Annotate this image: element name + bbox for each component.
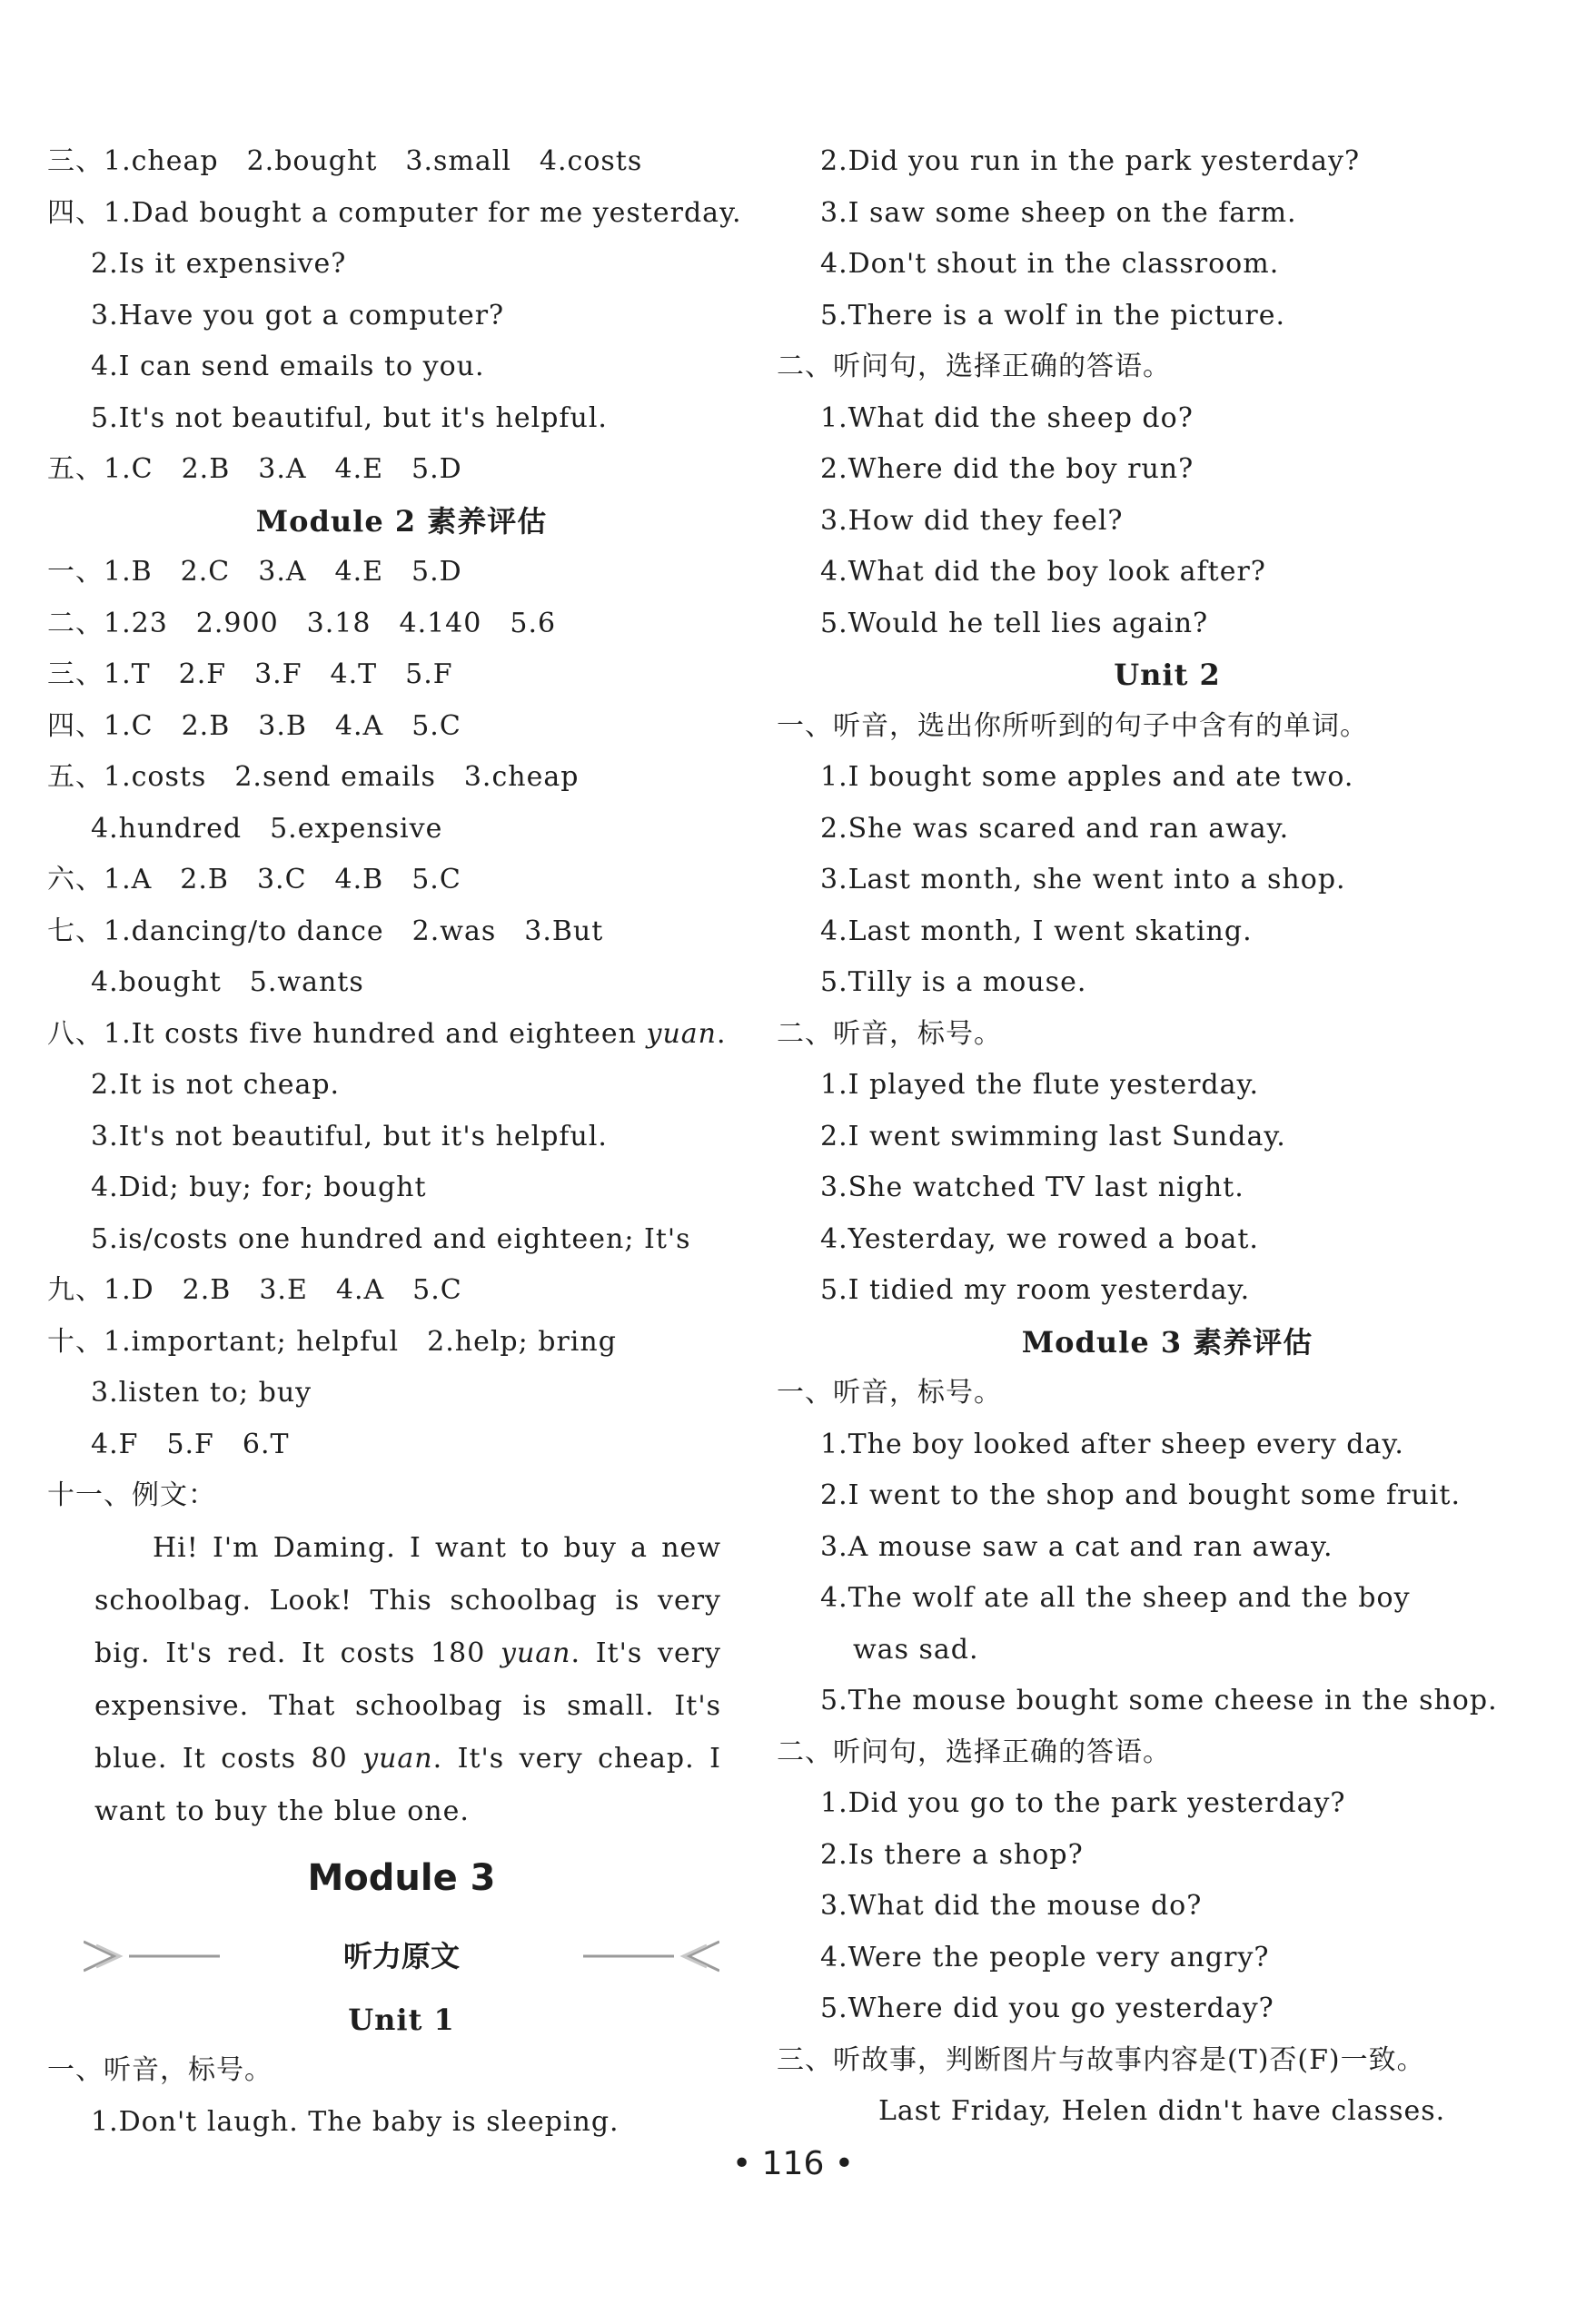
answer-line: was sad.	[853, 1633, 979, 1666]
answer-line: 4.What did the boy look after?	[820, 556, 1266, 588]
right-column	[777, 136, 1558, 2138]
answer-line: 1.What did the sheep do?	[820, 401, 1194, 434]
answer-line: 4.Yesterday, we rowed a boat.	[820, 1222, 1259, 1255]
italic-yuan: yuan	[501, 1637, 571, 1669]
answer-line: 5.Would he tell lies again?	[820, 607, 1209, 639]
answer-line: 2.Where did the boy run?	[820, 453, 1194, 485]
answer-line: 1.Did you go to the park yesterday?	[820, 1787, 1346, 1819]
answer-line: 五、1.costs 2.send emails 3.cheap	[47, 761, 580, 793]
answer-line: 2.Is there a shop?	[820, 1838, 1084, 1871]
left-column	[47, 136, 756, 2148]
banner-title: 听力原文	[342, 1938, 460, 1973]
answer-line: 一、听音，选出你所听到的句子中含有的单词。	[777, 709, 1368, 742]
module3-title: Module 3	[307, 1856, 496, 1899]
italic-yuan: yuan	[362, 1742, 433, 1775]
answer-line: 一、听音，标号。	[777, 1377, 1002, 1409]
italic-yuan: yuan	[646, 1017, 717, 1050]
answer-line: 三、1.T 2.F 3.F 4.T 5.F	[47, 658, 453, 690]
answer-line: 九、1.D 2.B 3.E 4.A 5.C	[47, 1274, 462, 1306]
decorative-arrow-right-icon	[583, 1938, 719, 1974]
answer-line: 4.Last month, I went skating.	[820, 915, 1253, 947]
answer-line: 二、听音，标号。	[777, 1017, 1002, 1050]
answer-line: 七、1.dancing/to dance 2.was 3.But	[47, 915, 604, 947]
answer-line: 5.The mouse bought some cheese in the shop.	[820, 1685, 1498, 1716]
answer-line: 二、1.23 2.900 3.18 4.140 5.6	[47, 607, 557, 639]
answer-text: 八、1.It costs five hundred and eighteen	[47, 1017, 647, 1050]
answer-line: 4.Were the people very angry?	[820, 1941, 1270, 1973]
answer-line: 3.What did the mouse do?	[820, 1890, 1203, 1922]
answer-line: 4.F 5.F 6.T	[91, 1428, 290, 1460]
answer-line: 3.How did they feel?	[820, 504, 1124, 537]
answer-line: 十、1.important; helpful 2.help; bring	[47, 1325, 617, 1358]
answer-line: 5.I tidied my room yesterday.	[820, 1274, 1251, 1306]
answer-line: 3.It's not beautiful, but it's helpful.	[91, 1120, 608, 1152]
answer-line: 5.Tilly is a mouse.	[820, 966, 1087, 998]
answer-line: Last Friday, Helen didn't have classes.	[878, 2095, 1446, 2127]
answer-line: 二、听问句，选择正确的答语。	[777, 351, 1171, 382]
answer-line: 三、听故事，判断图片与故事内容是(T)否(F)一致。	[777, 2043, 1425, 2076]
answer-line: 4.I can send emails to you.	[91, 351, 485, 382]
sample-essay	[47, 1522, 721, 1838]
answer-line: 4.The wolf ate all the sheep and the boy	[820, 1582, 1411, 1614]
answer-line: 4.Don't shout in the classroom.	[820, 248, 1280, 280]
answer-line: 2.It is not cheap.	[91, 1069, 341, 1101]
answer-line: 4.Did; buy; for; bought	[91, 1172, 427, 1203]
answer-line-eight	[47, 1009, 756, 1061]
answer-line: 5.Where did you go yesterday?	[820, 1993, 1274, 2024]
answer-line: 四、1.Dad bought a computer for me yesterday.	[47, 196, 742, 229]
answer-line: 3.Have you got a computer?	[91, 299, 505, 331]
answer-line: 1.I bought some apples and ate two.	[820, 761, 1354, 793]
listening-banner	[47, 1918, 756, 1994]
answer-line: 2.I went to the shop and bought some fruit.	[820, 1479, 1461, 1511]
answer-line: 5.is/costs one hundred and eighteen; It's	[91, 1222, 691, 1255]
answer-line: 2.I went swimming last Sunday.	[820, 1120, 1286, 1152]
section-heading-module2: Module 2 素养评估	[255, 503, 548, 539]
answer-line: 四、1.C 2.B 3.B 4.A 5.C	[47, 709, 461, 742]
essay-text: . It's very expensive. That schoolbag is small. It's blue. It costs 80	[94, 1637, 721, 1775]
answer-line: 2.Did you run in the park yesterday?	[820, 145, 1361, 177]
answer-line: 五、1.C 2.B 3.A 4.E 5.D	[47, 453, 462, 485]
answer-line: 3.I saw some sheep on the farm.	[820, 196, 1297, 229]
essay-text: Hi! I'm Daming. I want to buy a new schoolbag. Look! This schoolbag is very big. It's red. It costs 180	[94, 1531, 721, 1669]
answer-line: 3.She watched TV last night.	[820, 1172, 1244, 1203]
answer-line: 1.The boy looked after sheep every day.	[820, 1428, 1404, 1460]
answer-line: 3.listen to; buy	[91, 1377, 312, 1409]
answer-line: 三、1.cheap 2.bought 3.small 4.costs	[47, 145, 643, 177]
section-heading-unit1: Unit 1	[348, 2002, 455, 2037]
answer-line: 1.Don't laugh. The baby is sleeping.	[91, 2105, 620, 2138]
answer-line: 六、1.A 2.B 3.C 4.B 5.C	[47, 864, 461, 895]
answer-line: 一、听音，标号。	[47, 2054, 273, 2086]
answer-line: 5.It's not beautiful, but it's helpful.	[91, 401, 608, 434]
essay-text: . It's very cheap. I want to buy the blue one.	[94, 1742, 721, 1827]
answer-line: 4.hundred 5.expensive	[91, 812, 443, 845]
answer-line: 3.Last month, she went into a shop.	[820, 864, 1346, 895]
answer-line: 二、听问句，选择正确的答语。	[777, 1736, 1171, 1768]
answer-line: 2.She was scared and ran away.	[820, 812, 1290, 845]
section-heading-module3: Module 3 素养评估	[1021, 1324, 1313, 1360]
answer-line: 2.Is it expensive?	[91, 248, 347, 280]
answer-line: 4.bought 5.wants	[91, 966, 364, 998]
page-number: • 116 •	[731, 2145, 855, 2182]
answer-line: 5.There is a wolf in the picture.	[820, 299, 1285, 331]
answer-line: 一、1.B 2.C 3.A 4.E 5.D	[47, 556, 462, 588]
answer-line: 十一、例文：	[47, 1479, 216, 1511]
answer-text: .	[716, 1017, 727, 1050]
answer-line: 1.I played the flute yesterday.	[820, 1069, 1260, 1101]
section-heading-unit2: Unit 2	[1114, 658, 1221, 692]
answer-line: 3.A mouse saw a cat and ran away.	[820, 1530, 1333, 1563]
